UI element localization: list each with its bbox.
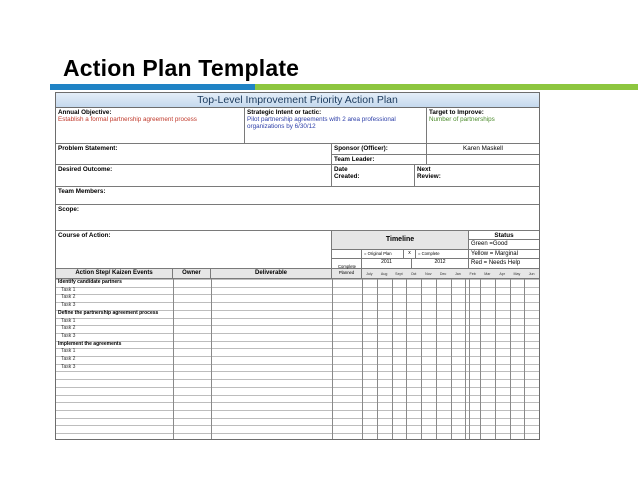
grid-col-line: [421, 279, 422, 440]
date-created-cell: [332, 165, 415, 187]
problem-statement-label: Problem Statement:: [58, 145, 118, 152]
planned-complete-header: [332, 269, 362, 279]
month-label: July: [366, 272, 373, 276]
desired-outcome-cell: [56, 165, 332, 187]
next-review-label-1: Next: [417, 166, 431, 173]
slide-title: Action Plan Template: [63, 55, 300, 81]
grid-col-line: [524, 279, 525, 440]
status-red: Red = Needs Help: [469, 259, 539, 269]
planned-label: Planned: [338, 270, 355, 275]
grid-col-line: [332, 279, 333, 440]
grid-row-line: [56, 402, 539, 403]
grid-row-line: [56, 395, 539, 396]
grid-col-line: [392, 279, 393, 440]
month-label: Feb: [469, 272, 476, 276]
col-deliverable: Deliverable: [211, 269, 332, 279]
grid-col-line: [362, 279, 363, 440]
legend-original-swatch: [332, 250, 362, 259]
next-review-cell: [415, 165, 539, 187]
task-row-label: Task 3: [61, 302, 76, 309]
sheet-heading: Top-Level Improvement Priority Action Plan: [56, 93, 539, 108]
step-row-label: Identify candidate partners: [58, 279, 122, 285]
sponsor-label: Sponsor (Officer):: [332, 144, 427, 155]
grid-row-line: [56, 371, 539, 372]
year-2012: 2012: [412, 259, 469, 269]
team-members-label: Team Members:: [58, 188, 106, 195]
timeline-label: Timeline: [332, 231, 469, 250]
grid-row-line: [56, 379, 539, 380]
status-green: Green =Good: [469, 240, 539, 250]
strategic-intent-cell: [245, 108, 427, 144]
legend-x-mark: x: [404, 250, 416, 259]
title-rule-blue: [50, 84, 255, 90]
date-created-label-2: Created:: [334, 173, 360, 181]
grid-row-line: [56, 425, 539, 426]
task-row-label: Task 3: [61, 332, 76, 339]
legend-complete-label: = Complete: [416, 250, 469, 259]
task-row-label: Task 2: [61, 356, 76, 362]
step-row-label: Define the partnership agreement process: [58, 309, 159, 316]
col-action-step: Action Step/ Kaizen Events: [56, 269, 173, 279]
planned-label-2: Complete: [338, 264, 356, 269]
month-label: Apr: [499, 272, 505, 276]
target-label: Target to Improve:: [429, 109, 484, 116]
grid-row-line: [56, 433, 539, 434]
month-label: Jun: [528, 272, 535, 276]
status-yellow: Yellow = Marginal: [469, 250, 539, 259]
grid-row-line: [56, 387, 539, 388]
month-label: Sept: [395, 272, 403, 276]
annual-objective-cell: [56, 108, 245, 144]
task-row-label: Task 1: [61, 317, 76, 324]
grid-col-line: [406, 279, 407, 440]
scope-cell: [56, 205, 539, 231]
annual-objective-label: Annual Objective:: [58, 109, 112, 116]
task-row-label: Task 1: [61, 348, 76, 355]
team-leader-label: Team Leader:: [332, 155, 427, 165]
task-row-label: Task 3: [61, 363, 76, 370]
month-label: Nov: [425, 272, 432, 276]
legend-original-label: = Original Plan: [362, 250, 404, 259]
desired-outcome-label: Desired Outcome:: [58, 166, 113, 173]
action-plan-sheet: [55, 92, 540, 440]
sponsor-value: Karen Maskell: [427, 144, 539, 155]
grid-col-line: [451, 279, 452, 440]
course-of-action-label: Course of Action:: [58, 232, 111, 239]
grid-row-line: [56, 418, 539, 419]
year-2011: 2011: [362, 259, 412, 269]
strategic-intent-value-1: Pilot partnership agreements with 2 area professional: [247, 116, 396, 124]
target-cell: [427, 108, 539, 144]
grid-col-line: [465, 279, 466, 440]
task-row-label: Task 2: [61, 325, 76, 332]
course-of-action-cell: [56, 231, 332, 269]
problem-statement-cell: [56, 144, 332, 165]
status-label: Status: [469, 231, 539, 240]
annual-objective-value: Establish a formal partnership agreement process: [58, 116, 197, 124]
month-label: May: [513, 272, 521, 276]
next-review-label-2: Review:: [417, 173, 441, 181]
date-created-label-1: Date: [334, 166, 348, 173]
grid-row-line: [56, 410, 539, 411]
grid-col-line: [173, 279, 174, 440]
title-rule-green: [255, 84, 638, 90]
grid-col-line: [480, 279, 481, 440]
team-leader-value: [427, 155, 539, 165]
grid-col-line: [469, 279, 470, 440]
grid-col-line: [377, 279, 378, 440]
task-row-label: Task 2: [61, 294, 76, 301]
month-label: Dec: [439, 272, 447, 276]
scope-label: Scope:: [58, 206, 79, 213]
month-label: Aug: [380, 272, 388, 276]
month-label: Mar: [484, 272, 491, 276]
month-label: Jan: [454, 272, 461, 276]
step-row-label: Implement the agreements: [58, 340, 122, 347]
strategic-intent-label: Strategic Intent or tactic:: [247, 109, 322, 116]
month-label: Oct: [410, 272, 417, 276]
strategic-intent-value-2: organizations by 6/30/12: [247, 123, 316, 131]
col-owner: Owner: [173, 269, 211, 279]
grid-col-line: [510, 279, 511, 440]
team-members-cell: [56, 187, 539, 205]
grid-col-line: [436, 279, 437, 440]
grid-col-line: [211, 279, 212, 440]
task-row-label: Task 1: [61, 286, 76, 293]
grid-col-line: [495, 279, 496, 440]
target-value: Number of partnerships: [429, 116, 495, 124]
